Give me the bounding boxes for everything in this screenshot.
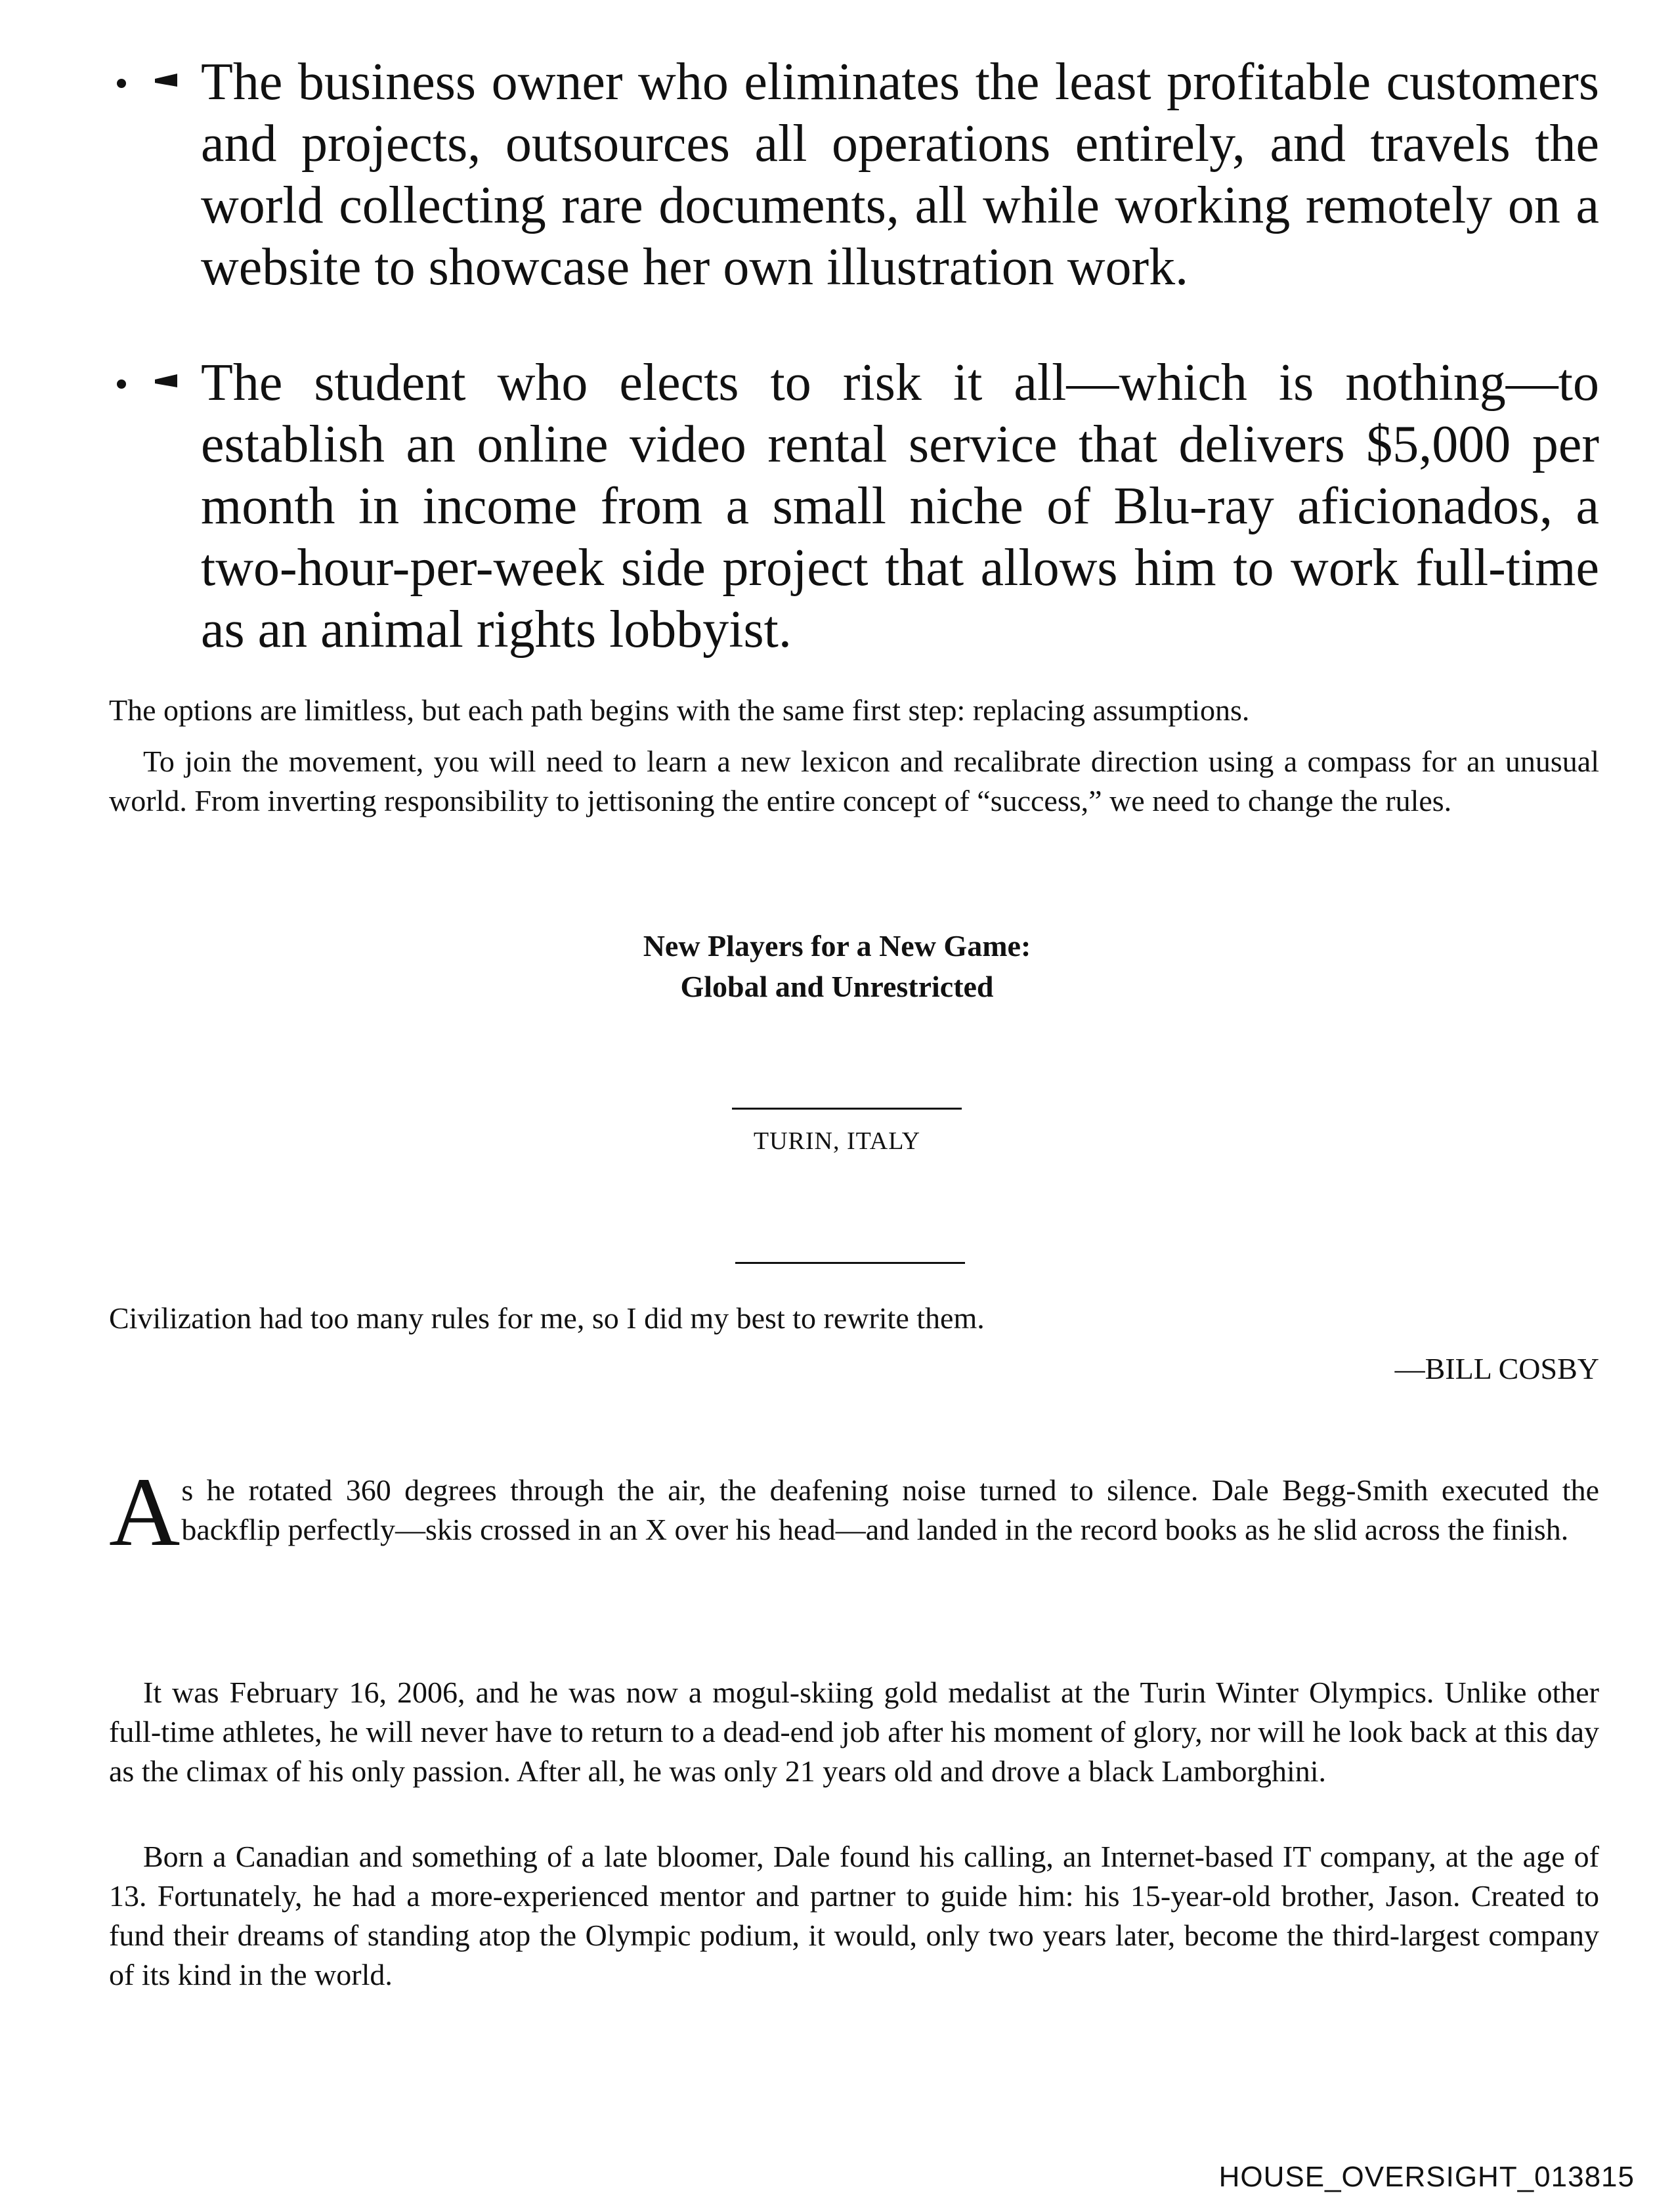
document-id: HOUSE_OVERSIGHT_013815	[1218, 2161, 1635, 2193]
bullet-item	[109, 352, 1599, 661]
arrow-bullet-icon	[155, 72, 177, 88]
paragraph-join	[109, 742, 1599, 821]
bullet-markers	[109, 51, 194, 113]
epigraph-attribution: —BILL COSBY	[1394, 1352, 1599, 1385]
arrow-bullet-icon	[155, 373, 177, 389]
bullet-dot-icon	[117, 380, 126, 389]
bullet-dot-icon	[117, 79, 126, 88]
paragraph-text: s he rotated 360 degrees through the air, the deafening noise turned to silence. Dale Begg-Smith executed the backflip perfectly—skis crossed in an X over his head—and landed in the record books as he slid across the finish.	[181, 1473, 1599, 1546]
paragraph-text: Born a Canadian and something of a late bloomer, Dale found his calling, an Internet-based IT company, at the age of 13. Fortunately, he had a more-experienced mentor and partner to guide him: his 15-year-old brother, Jason. Created to fund their dreams of standing atop the Olympic podium, it would, only two years later, become the third-largest company of its kind in the world.	[109, 1840, 1599, 1991]
paragraph-text: To join the movement, you will need to learn a new lexicon and recalibrate direction using a compass for an unusual world. From inverting responsibility to jettisoning the entire concept of “success,” we need to change the rules.	[109, 745, 1599, 817]
story-paragraph-3	[109, 1837, 1599, 1995]
paragraph-text: It was February 16, 2006, and he was now a mogul-skiing gold medalist at the Turin Winter Olympics. Unlike other full-time athletes, he will never have to return to a dead-end job after his moment of glory, nor will he look back at this day as the climax of his only passion. After all, he was only 21 years old and drove a black Lamborghini.	[109, 1676, 1599, 1788]
bullet-markers	[109, 352, 194, 414]
bullet-item	[109, 51, 1599, 298]
paragraph-options	[109, 691, 1599, 730]
story-paragraph-1	[109, 1458, 1599, 1567]
story-paragraph-2	[109, 1673, 1599, 1791]
section-title-line2: Global and Unrestricted	[680, 970, 994, 1003]
divider-top	[732, 1108, 962, 1110]
bullet-text: The business owner who eliminates the least profitable customers and projects, outsources all operations entirely, and travels the world collecting rare documents, all while working remotely on a website to showcase her own illustration work.	[201, 53, 1599, 296]
dateline-place: TURIN, ITALY	[753, 1127, 921, 1155]
divider-bottom	[735, 1262, 965, 1264]
bullet-list	[109, 51, 1599, 661]
drop-cap: A	[109, 1458, 181, 1567]
section-heading	[0, 926, 1674, 1007]
section-title-line1: New Players for a New Game:	[643, 929, 1031, 963]
bullet-text: The student who elects to risk it all—which is nothing—to establish an online video rental service that delivers $5,000 per month in income from a small niche of Blu-ray aficionados, a two-hour-per-week side project that allows him to work full-time as an animal rights lobbyist.	[201, 354, 1599, 659]
paragraph-text: The options are limitless, but each path begins with the same first step: replacing assumptions.	[109, 693, 1250, 727]
epigraph-quote: Civilization had too many rules for me, so I did my best to rewrite them.	[109, 1301, 985, 1335]
